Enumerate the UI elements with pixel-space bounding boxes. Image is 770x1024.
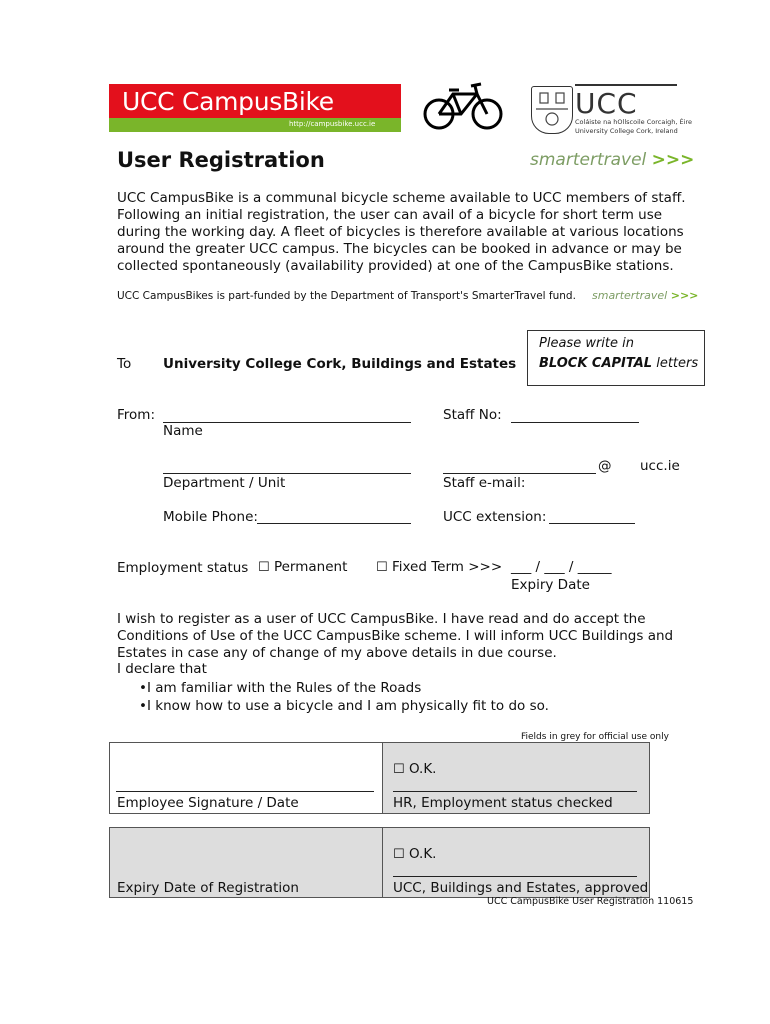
official-use-note: Fields in grey for official use only xyxy=(521,732,669,742)
funding-note: UCC CampusBikes is part-funded by the Department of Transport's SmarterTravel fund. xyxy=(117,290,576,302)
estates-label: UCC, Buildings and Estates, approved xyxy=(393,880,649,896)
ucc-logo-english: University College Cork, Ireland xyxy=(575,127,678,135)
fixed-term-option[interactable] xyxy=(376,559,502,575)
hr-label: HR, Employment status checked xyxy=(393,795,613,811)
intro-paragraph: UCC CampusBike is a communal bicycle scheme available to UCC members of staff. Following an initial registration, the user can avail of a bicycle for short term use during the working day. A fleet of bicycles is therefore available at various locations around the greater UCC campus. The bicycles can be booked in advance or may be collected spontaneously (availability provided) at one of the CampusBike stations. xyxy=(117,190,686,274)
smarter-travel-logo-small xyxy=(592,289,698,302)
expiry-date-field[interactable]: ___ / ___ / _____ xyxy=(511,559,612,575)
list-item xyxy=(117,679,549,697)
banner-title: UCC CampusBike xyxy=(122,87,334,116)
ucc-logo-text: UCC xyxy=(575,87,638,120)
smarter-travel-arrows: >>> xyxy=(651,150,695,170)
smarter-travel-text: smartertravel xyxy=(530,150,647,170)
checkbox-icon[interactable]: ☐ xyxy=(376,560,388,575)
declaration-paragraph: I wish to register as a user of UCC CampusBike. I have read and do accept the Conditions of Use of the UCC CampusBike scheme. I will inform UCC Buildings and Estates in case any of change of my above details in due course. xyxy=(117,611,674,661)
hr-ok xyxy=(393,761,436,777)
note-line-1: Please write in xyxy=(539,336,634,351)
from-label: From: xyxy=(117,407,155,423)
bicycle-icon xyxy=(421,80,505,132)
note-bold: BLOCK CAPITAL xyxy=(539,356,653,371)
footer-reference: UCC CampusBike User Registration 110615 xyxy=(487,896,694,907)
expiry-registration-label: Expiry Date of Registration xyxy=(117,880,299,896)
declare-label: I declare that xyxy=(117,661,207,677)
to-label: To xyxy=(117,356,132,372)
email-field[interactable] xyxy=(443,457,596,474)
list-item xyxy=(117,697,549,715)
checkbox-icon: ☐ xyxy=(393,762,405,777)
signature-line xyxy=(116,777,374,792)
note-line-2 xyxy=(539,356,698,371)
expiry-registration-cell xyxy=(109,827,383,898)
smarter-travel-logo xyxy=(530,150,694,170)
page-title: User Registration xyxy=(117,148,325,172)
bullet-icon: • xyxy=(139,698,147,714)
estates-line xyxy=(393,864,637,877)
expiry-date-label: Expiry Date xyxy=(511,577,590,593)
email-at: @ xyxy=(598,458,612,474)
permanent-option[interactable] xyxy=(258,559,347,575)
ucc-crest-icon xyxy=(531,86,573,134)
email-domain: ucc.ie xyxy=(640,458,680,474)
smarter-travel-small-text: smartertravel xyxy=(592,289,668,302)
hr-line xyxy=(393,779,637,792)
declaration-item-1: I am familiar with the Rules of the Roads xyxy=(147,680,422,696)
ucc-logo-irish: Coláiste na hOllscoile Corcaigh, Éire xyxy=(575,118,692,126)
hr-ok-label: O.K. xyxy=(408,761,437,777)
banner-url: http://campusbike.ucc.ie xyxy=(289,120,376,128)
name-label: Name xyxy=(163,423,203,439)
ucc-logo xyxy=(575,84,692,135)
checkbox-icon[interactable]: ☐ xyxy=(258,560,270,575)
declaration-list xyxy=(117,679,549,715)
to-value: University College Cork, Buildings and Estates xyxy=(163,356,517,372)
permanent-label: Permanent xyxy=(273,559,348,575)
smarter-travel-small-arrows: >>> xyxy=(670,289,699,302)
checkbox-icon: ☐ xyxy=(393,847,405,862)
name-field[interactable] xyxy=(163,405,411,423)
staff-no-label: Staff No: xyxy=(443,407,502,423)
mobile-field[interactable] xyxy=(257,507,411,524)
estates-approval-cell xyxy=(382,827,650,898)
extension-field[interactable] xyxy=(549,507,635,524)
declaration-item-2: I know how to use a bicycle and I am physically fit to do so. xyxy=(147,698,549,714)
mobile-label: Mobile Phone: xyxy=(163,509,258,525)
signature-cell[interactable] xyxy=(109,742,383,814)
extension-label: UCC extension: xyxy=(443,509,547,525)
note-rest: letters xyxy=(652,356,699,371)
signature-label: Employee Signature / Date xyxy=(117,795,299,811)
campusbike-banner xyxy=(109,84,401,132)
bullet-icon: • xyxy=(139,680,147,696)
block-capitals-note xyxy=(527,330,705,386)
estates-ok xyxy=(393,846,436,862)
employment-label: Employment status xyxy=(117,560,249,576)
department-label: Department / Unit xyxy=(163,475,286,491)
staff-no-field[interactable] xyxy=(511,405,639,423)
estates-ok-label: O.K. xyxy=(408,846,437,862)
department-field[interactable] xyxy=(163,457,411,474)
email-label: Staff e-mail: xyxy=(443,475,526,491)
hr-check-cell xyxy=(382,742,650,814)
fixed-term-label: Fixed Term >>> xyxy=(391,559,503,575)
